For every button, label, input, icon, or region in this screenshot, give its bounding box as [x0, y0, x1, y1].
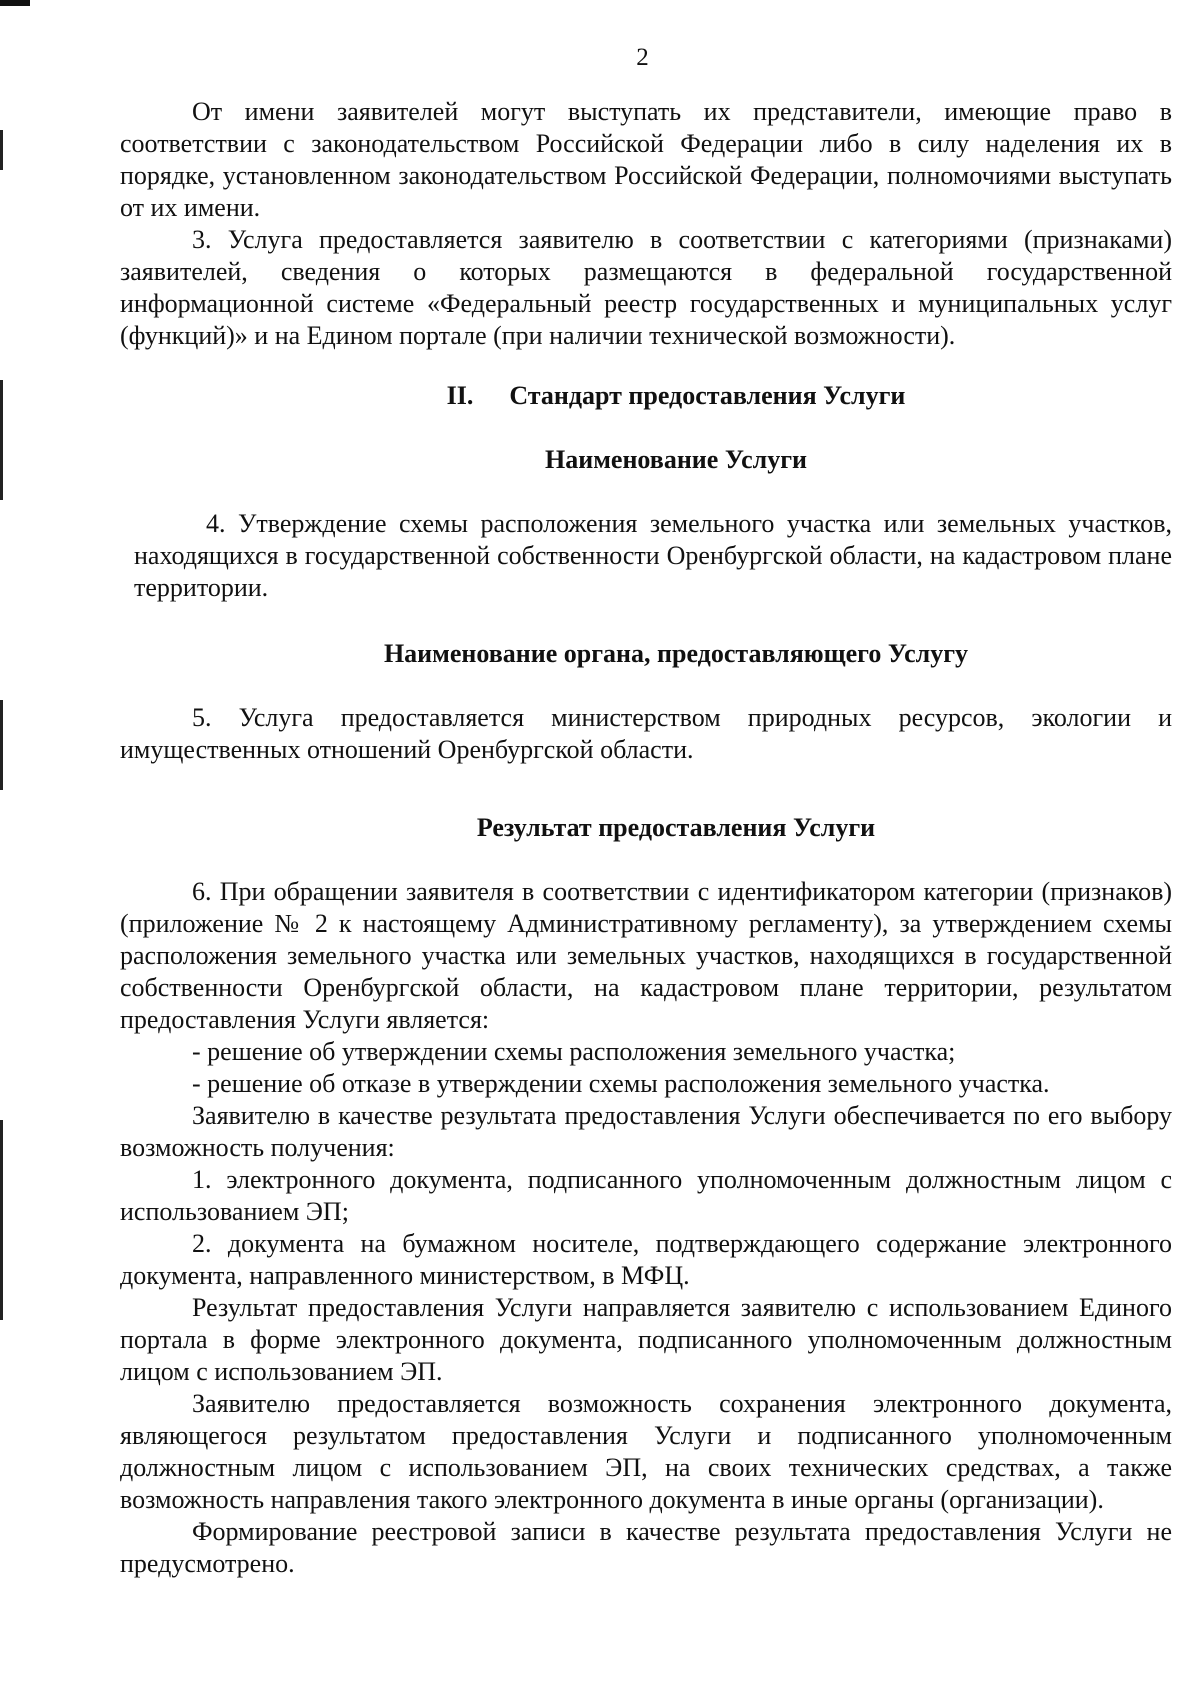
- paragraph: 6. При обращении заявителя в соответствии с идентификатором категории (признаков) (приложение № 2 к настоящему Административному регламенту), за утверждением схемы расположения земельного участка или земельных участков, находящихся в государственной собственности Оренбургской области, на кадастровом плане территории, результатом предоставления Услуги является:: [120, 877, 1172, 1034]
- paragraph: 3. Услуга предоставляется заявителю в соответствии с категориями (признаками) заявителей, сведения о которых размещаются в федеральной государственной информационной системе «Федеральный реестр государственных и муниципальных услуг (функций)» и на Едином портале (при наличии технической возможности).: [120, 225, 1172, 350]
- list-item: - решение об утверждении схемы расположения земельного участка;: [192, 1037, 956, 1066]
- indented-block: [120, 508, 1172, 604]
- paragraph: Результат предоставления Услуги направляется заявителю с использованием Единого портала в форме электронного документа, подписанного уполномоченным должностным лицом с использованием ЭП.: [120, 1293, 1172, 1386]
- paragraph: От имени заявителей могут выступать их представители, имеющие право в соответствии с законодательством Российской Федерации либо в силу наделения их в порядке, установленном законодательством Российской Федерации, полномочиями выступать от их имени.: [120, 97, 1172, 222]
- section-title: Стандарт предоставления Услуги: [509, 381, 906, 410]
- paragraph: 5. Услуга предоставляется министерством природных ресурсов, экологии и имущественных отношений Оренбургской области.: [120, 703, 1172, 764]
- section-heading: [120, 380, 1172, 412]
- subsection-heading: Наименование органа, предоставляющего Услугу: [383, 639, 969, 668]
- page-number: 2: [636, 44, 649, 71]
- paragraph: 4. Утверждение схемы расположения земельного участка или земельных участков, находящихся в государственной собственности Оренбургской области, на кадастровом плане территории.: [134, 509, 1172, 602]
- scan-edge-mark: [0, 1120, 3, 1320]
- paragraph: Заявителю предоставляется возможность сохранения электронного документа, являющегося результатом предоставления Услуги и подписанного уполномоченным должностным лицом с использованием ЭП, на своих технических средствах, а также возможность направления такого электронного документа в иные органы (организации).: [120, 1389, 1172, 1514]
- list-item: - решение об отказе в утверждении схемы расположения земельного участка.: [192, 1069, 1050, 1098]
- list-item: 1. электронного документа, подписанного уполномоченным должностным лицом с использованием ЭП;: [120, 1165, 1172, 1226]
- paragraph: Формирование реестровой записи в качестве результата предоставления Услуги не предусмотрено.: [120, 1517, 1172, 1578]
- subsection-heading: Результат предоставления Услуги: [476, 813, 876, 842]
- scan-edge-mark: [0, 700, 3, 790]
- paragraph: Заявителю в качестве результата предоставления Услуги обеспечивается по его выбору возможность получения:: [120, 1101, 1172, 1162]
- scan-edge-mark: [0, 130, 3, 170]
- scan-edge-mark: [0, 380, 3, 500]
- section-number: II.: [446, 381, 474, 410]
- list-item: 2. документа на бумажном носителе, подтверждающего содержание электронного документа, направленного министерством, в МФЦ.: [120, 1229, 1172, 1290]
- subsection-heading: Наименование Услуги: [544, 445, 808, 474]
- document-body: [120, 96, 1172, 1580]
- scan-corner-mark: [0, 0, 30, 6]
